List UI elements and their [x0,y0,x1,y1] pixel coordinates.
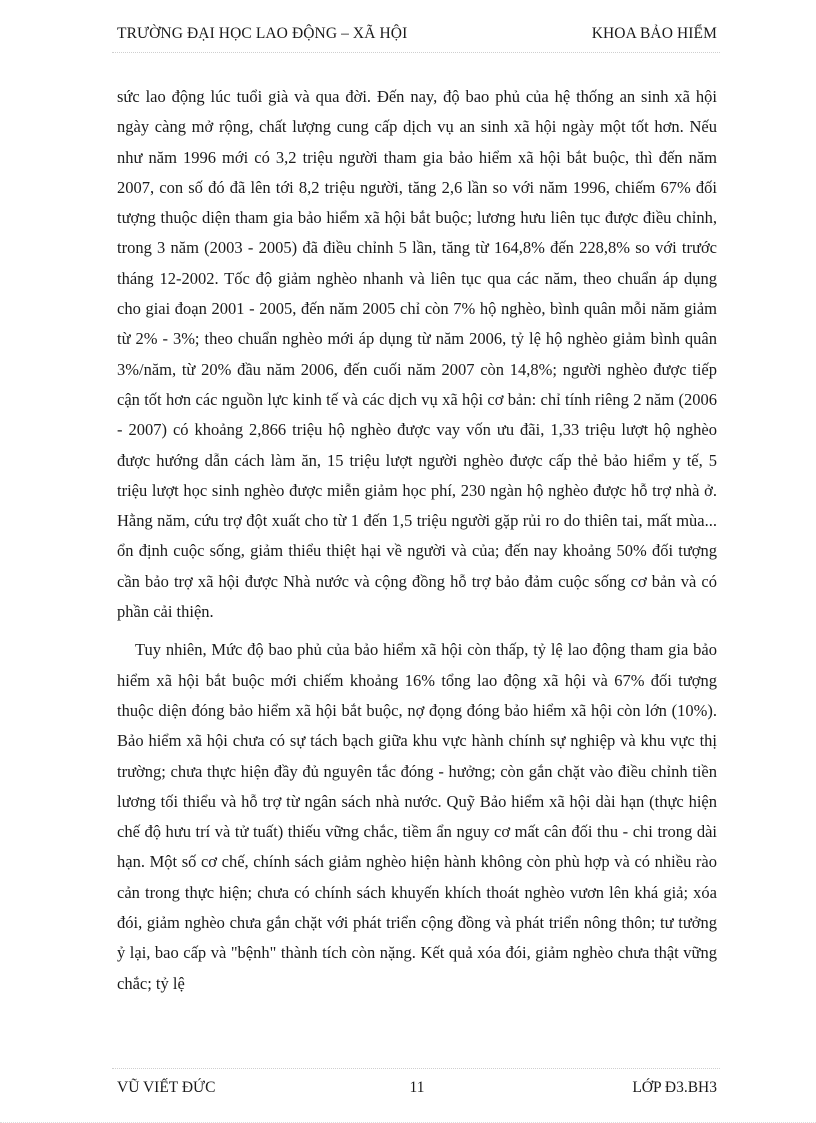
paragraph-1: sức lao động lúc tuổi già và qua đời. Đến nay, độ bao phủ của hệ thống an sinh xã hội ngày càng mở rộng, chất lượng cung cấp dịch vụ an sinh xã hội ngày một tốt hơn. Nếu như năm 1996 mới có 3,2 triệu người tham gia bảo hiểm xã hội bắt buộc, thì đến năm 2007, con số đó đã lên tới 8,2 triệu người, tăng 2,6 lần so với năm 1996, chiếm 67% đối tượng thuộc diện tham gia bảo hiểm xã hội bắt buộc; lương hưu liên tục được điều chỉnh, trong 3 năm (2003 - 2005) đã điều chỉnh 5 lần, tăng từ 164,8% đến 228,8% so với trước tháng 12-2002. Tốc độ giảm nghèo nhanh và liên tục qua các năm, theo chuẩn áp dụng cho giai đoạn 2001 - 2005, đến năm 2005 chỉ còn 7% hộ nghèo, bình quân mỗi năm giảm từ 2% - 3%; theo chuẩn nghèo mới áp dụng từ năm 2006, tỷ lệ hộ nghèo giảm bình quân 3%/năm, từ 20% đầu năm 2006, đến cuối năm 2007 còn 14,8%; người nghèo được tiếp cận tốt hơn các nguồn lực kinh tế và các dịch vụ xã hội cơ bản: chỉ tính riêng 2 năm (2006 - 2007) có khoảng 2,866 triệu hộ nghèo được vay vốn ưu đãi, 1,33 triệu lượt hộ nghèo được hướng dẫn cách làm ăn, 15 triệu lượt người nghèo được cấp thẻ bảo hiểm y tế, 5 triệu lượt học sinh nghèo được miễn giảm học phí, 230 ngàn hộ nghèo được hỗ trợ nhà ở. Hằng năm, cứu trợ đột xuất cho từ 1 đến 1,5 triệu người gặp rủi ro do thiên tai, mất mùa... ổn định cuộc sống, giảm thiểu thiệt hại về người và của; đến nay khoảng 50% đối tượng cần bảo trợ xã hội được Nhà nước và cộng đồng hỗ trợ bảo đảm cuộc sống cơ bản và có phần cải thiện. [117,87,717,622]
header-university-name: TRƯỜNG ĐẠI HỌC LAO ĐỘNG – XÃ HỘI [117,25,408,42]
page-number: 11 [409,1079,425,1096]
header-faculty-name: KHOA BẢO HIỂM [591,25,717,42]
page-footer [117,1078,717,1098]
header-divider [112,52,720,53]
paragraph-2: Tuy nhiên, Mức độ bao phủ của bảo hiểm xã hội còn thấp, tỷ lệ lao động tham gia bảo hiểm xã hội bắt buộc mới chiếm khoảng 16% tổng lao động xã hội và 67% đối tượng thuộc diện đóng bảo hiểm xã hội bắt buộc, nợ đọng đóng bảo hiểm xã hội còn lớn (10%). Bảo hiểm xã hội chưa có sự tách bạch giữa khu vực hành chính sự nghiệp và khu vực thị trường; chưa thực hiện đầy đủ nguyên tắc đóng - hưởng; còn gắn chặt vào điều chỉnh tiền lương tối thiểu và hỗ trợ từ ngân sách nhà nước. Quỹ Bảo hiểm xã hội dài hạn (thực hiện chế độ hưu trí và tử tuất) thiếu vững chắc, tiềm ẩn nguy cơ mất cân đối thu - chi trong dài hạn. Một số cơ chế, chính sách giảm nghèo hiện hành không còn phù hợp và có nhiều rào cản trong thực hiện; chưa có chính sách khuyến khích thoát nghèo vươn lên khá giả; xóa đói, giảm nghèo chưa gắn chặt với phát triển cộng đồng và phát triển nông thôn; tư tưởng ỷ lại, bao cấp và "bệnh" thành tích còn nặng. Kết quả xóa đói, giảm nghèo chưa thật vững chắc; tỷ lệ [117,640,717,993]
document-body [117,82,717,999]
page-header [117,24,717,44]
footer-class: LỚP Đ3.BH3 [632,1079,717,1096]
footer-divider [112,1068,720,1069]
footer-author: VŨ VIẾT ĐỨC [117,1079,216,1096]
